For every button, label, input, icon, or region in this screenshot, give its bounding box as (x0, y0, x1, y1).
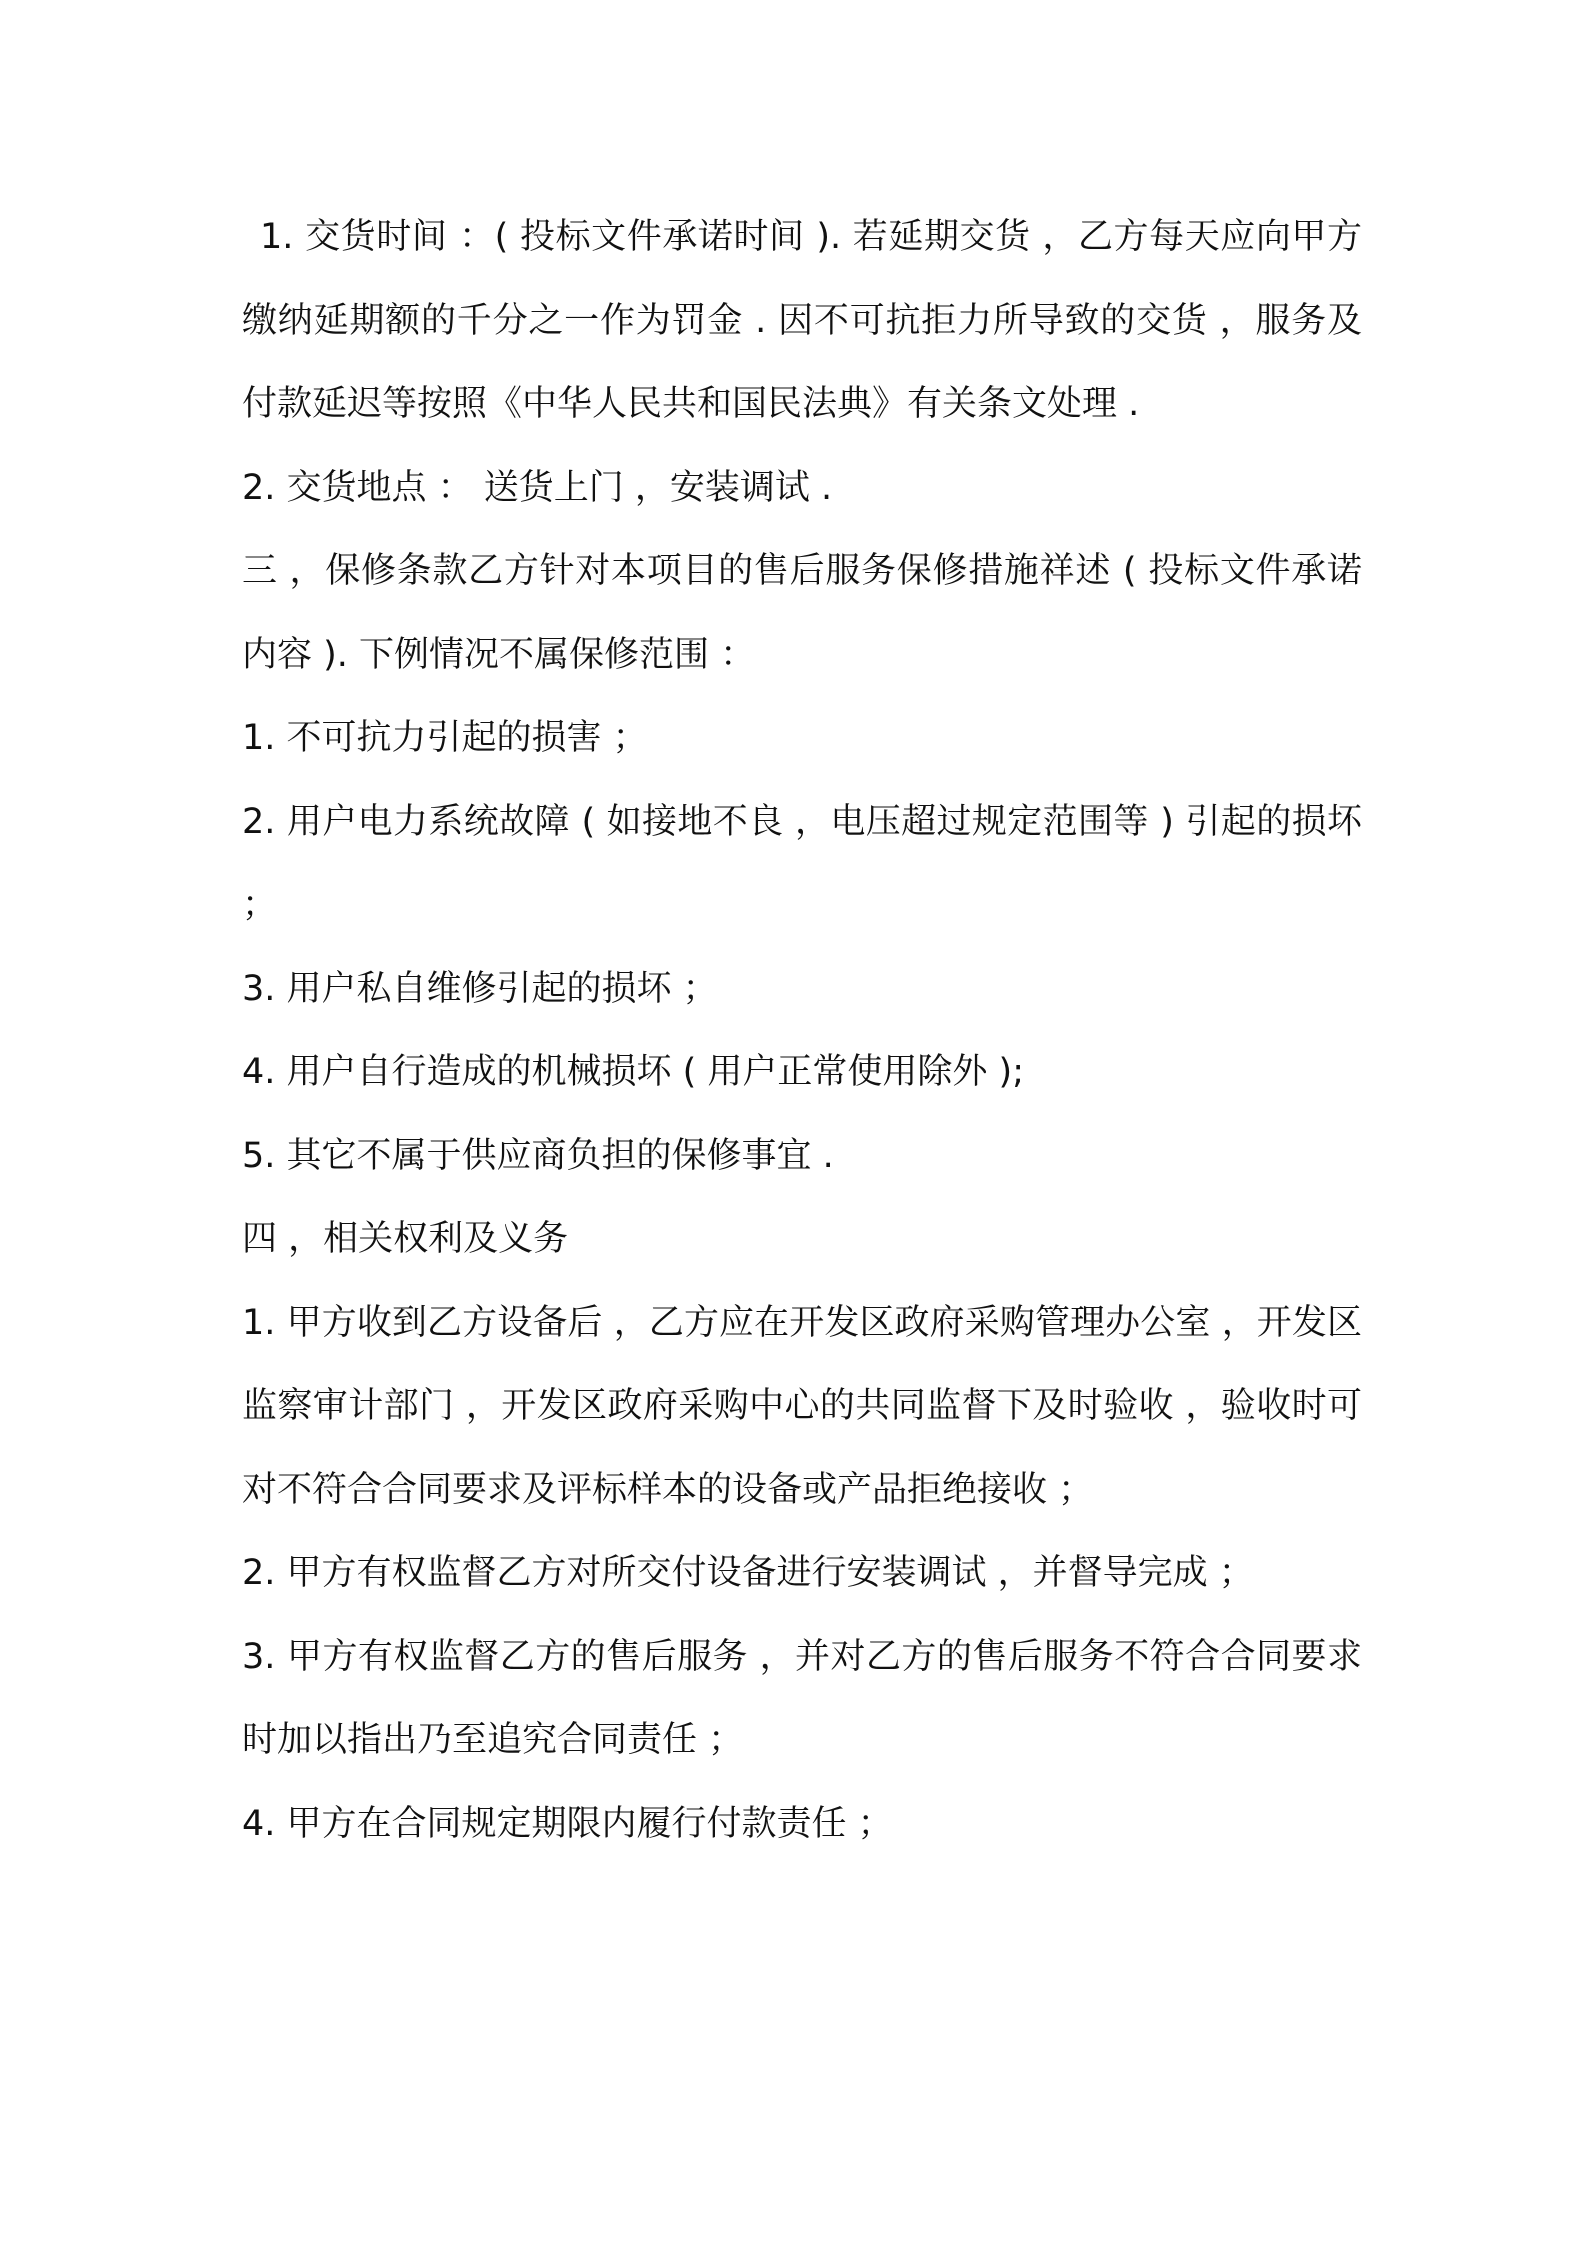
paragraph-warranty-exclusion-1: 1. 不可抗力引起的损害 ； (242, 718, 648, 758)
paragraph-warranty-exclusion-3: 3. 用户私自维修引起的损坏 ； (242, 968, 718, 1009)
paragraph-rights-3: 3. 甲方有权监督乙方的售后服务 ，并对乙方的售后服务不符合合同要求时加以指出乃至追究合同责任 ； (242, 1636, 1362, 1760)
paragraph-rights-4: 4. 甲方在合同规定期限内履行付款责任 ； (242, 1803, 893, 1844)
paragraph-warranty-exclusion-2: 2. 用户电力系统故障 ( 如接地不良 ，电压超过规定范围等 ) 引起的损坏 ； (242, 801, 1362, 925)
paragraph-delivery-time: 1. 交货时间 ：( 投标文件承诺时间 ). 若延期交货 ，乙方每天应向甲方缴纳延期额的千分之一作为罚金 . 因不可抗拒力所导致的交货 ，服务及付款延迟等按照《中华人民共和国民法典》有关条文处理 . (242, 217, 1362, 424)
paragraph-rights-2: 2. 甲方有权监督乙方对所交付设备进行安装调试 ，并督导完成 ； (242, 1553, 1254, 1593)
paragraph-warranty-terms: 三 ，保修条款乙方针对本项目的售后服务保修措施祥述 ( 投标文件承诺内容 ). 下例情况不属保修范围 ： (242, 551, 1362, 675)
paragraph-delivery-location: 2. 交货地点 ： 送货上门 ，安装调试 . (242, 467, 833, 508)
document-body (242, 196, 1362, 1866)
paragraph-warranty-exclusion-5: 5. 其它不属于供应商负担的保修事宜 . (242, 1135, 834, 1176)
paragraph-warranty-exclusion-4: 4. 用户自行造成的机械损坏 ( 用户正常使用除外 ); (242, 1052, 1024, 1092)
paragraph-rights-1: 1. 甲方收到乙方设备后 ，乙方应在开发区政府采购管理办公室 ，开发区监察审计部门 ，开发区政府采购中心的共同监督下及时验收 ，验收时可对不符合合同要求及评标样本的设备或产品拒绝接收 ； (242, 1302, 1362, 1510)
section-heading-rights-obligations: 四 ，相关权利及义务 (242, 1219, 569, 1259)
